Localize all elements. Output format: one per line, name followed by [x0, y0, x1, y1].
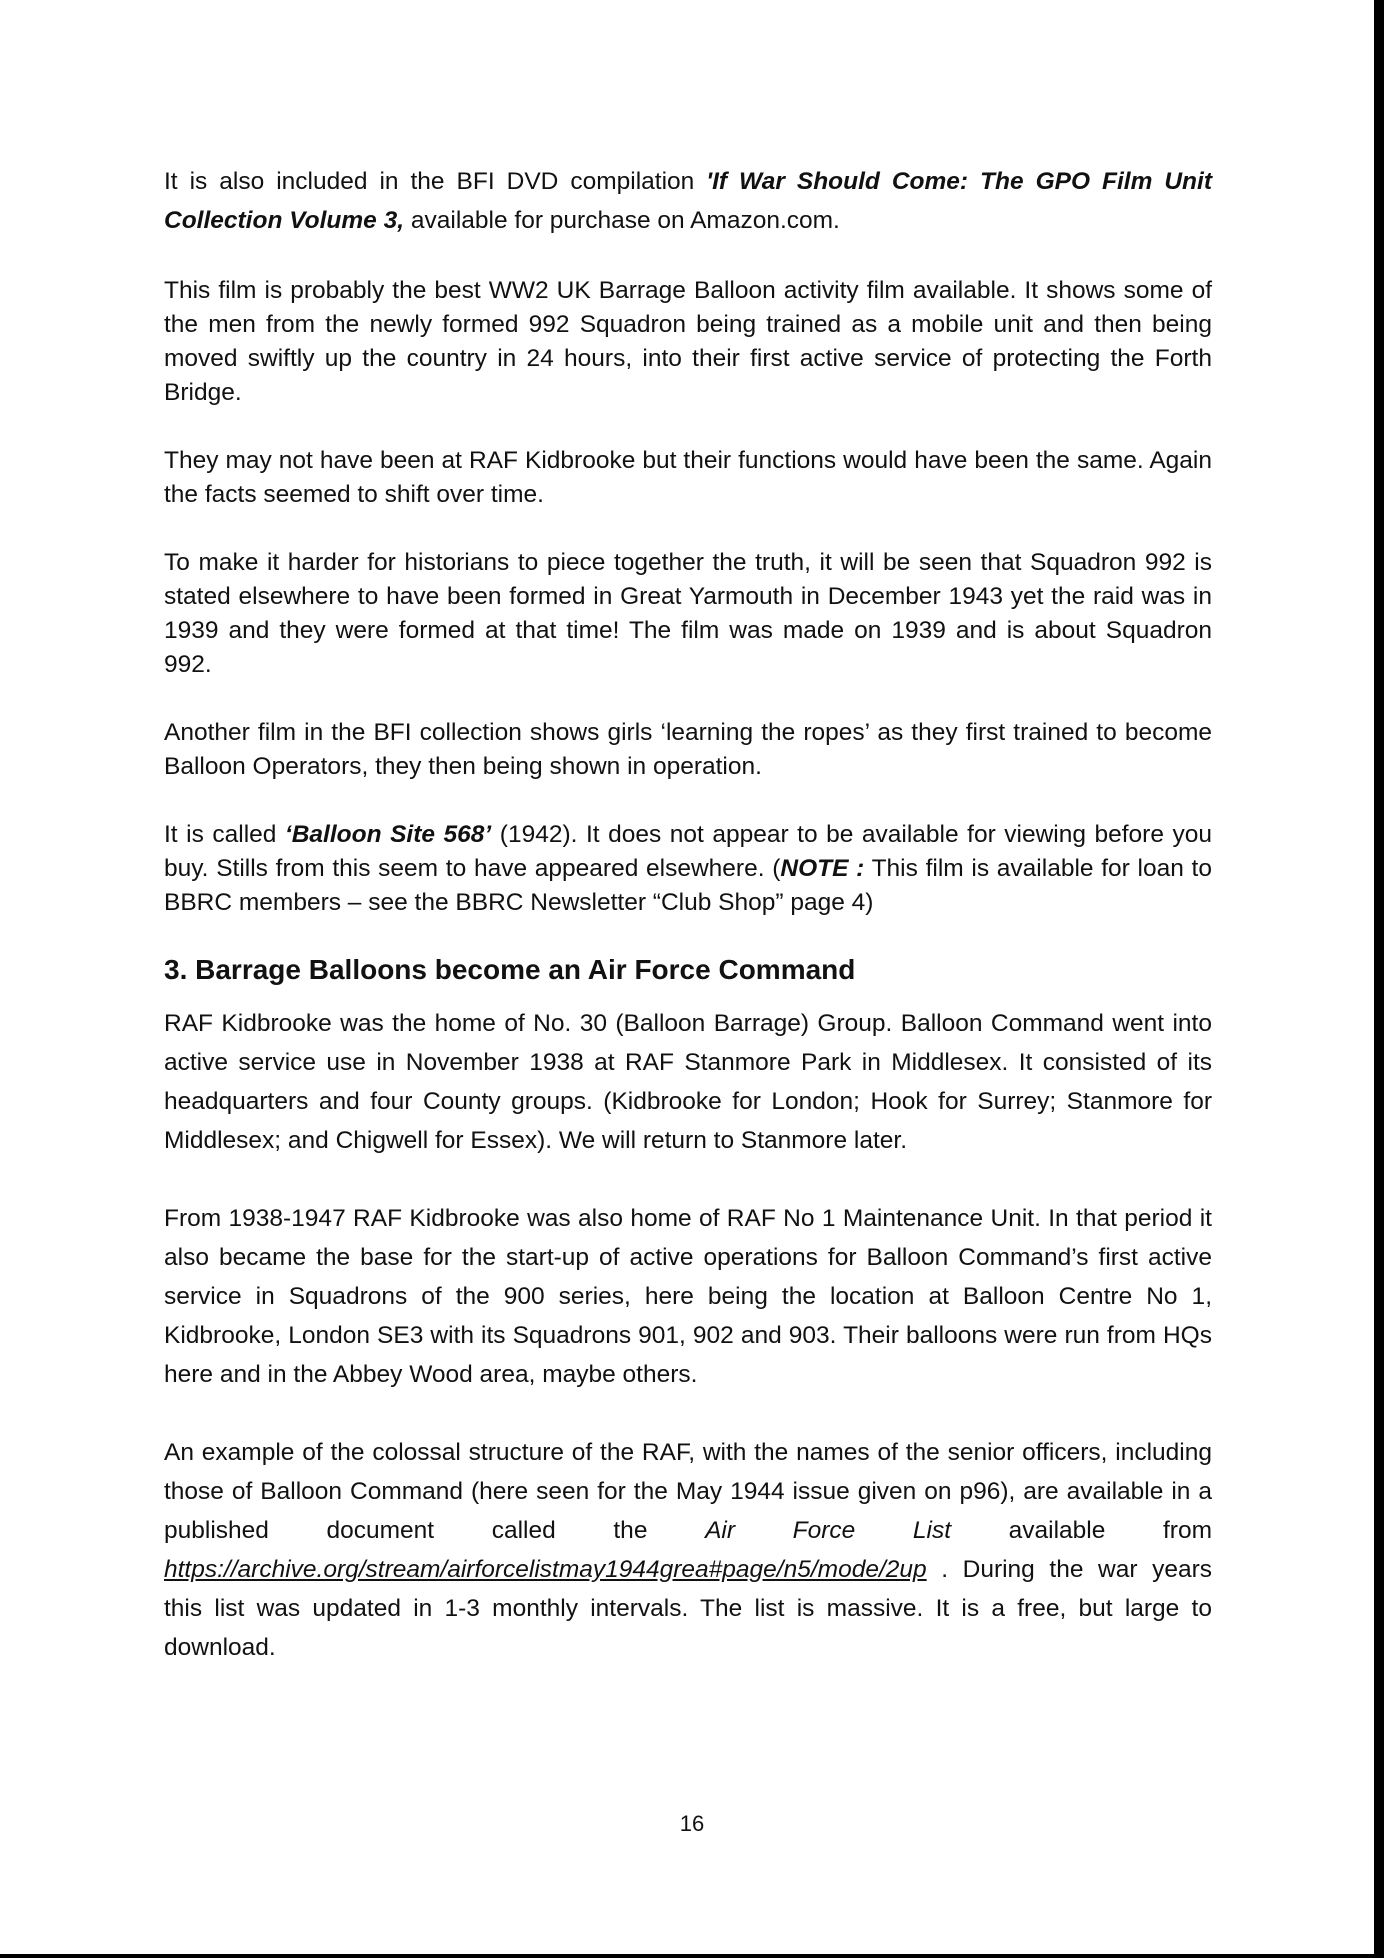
paragraph-maintenance-unit: From 1938-1947 RAF Kidbrooke was also home of RAF No 1 Maintenance Unit. In that period it also became the base for the start-up of active operations for Balloon Command’s first active service in Squadrons of the 900 series, here being the location at Balloon Centre No 1, Kidbrooke, London SE3 with its Squadrons 901, 902 and 903. Their balloons were run from HQs here and in the Abbey Wood area, maybe others. [164, 1205, 1212, 1388]
paragraph-balloon-site [164, 818, 1212, 920]
document-title: Air Force List [705, 1517, 952, 1544]
text-run: An example of the colossal structure of the RAF, with the names of the senior officers, including those of Balloon Command (here seen for the May 1944 issue given on p96), are available in a published document called the [164, 1439, 1212, 1544]
text-run: . During the war years this list was updated in 1-3 monthly intervals. The list is massive. It is a free, but large to download. [164, 1556, 1212, 1661]
text-run: available for purchase on Amazon.com. [404, 207, 840, 234]
film-title: ‘Balloon Site 568’ [284, 821, 492, 848]
page-content [164, 162, 1212, 1667]
paragraph-dvd-compilation [164, 162, 1212, 240]
paragraph-squadron-992: To make it harder for historians to piece together the truth, it will be seen that Squadron 992 is stated elsewhere to have been formed in Great Yarmouth in December 1943 yet the raid was in 1939 and they were formed at that time! The film was made on 1939 and is about Squadron 992. [164, 549, 1212, 678]
text-run: available from [951, 1517, 1212, 1544]
note-label: NOTE : [780, 855, 865, 882]
text-run: This film is available for loan to BBRC members – see the BBRC Newsletter “Club Shop” page 4) [164, 855, 1212, 916]
page-number: 16 [679, 1811, 705, 1836]
paragraph-air-force-list [164, 1433, 1212, 1667]
paragraph-film-description: This film is probably the best WW2 UK Barrage Balloon activity film available. It shows some of the men from the newly formed 992 Squadron being trained as a mobile unit and then being moved swiftly up the country in 24 hours, into their first active service of protecting the Forth Bridge. [164, 277, 1212, 406]
page-border-right [1374, 0, 1384, 1958]
paragraph-another-film: Another film in the BFI collection shows girls ‘learning the ropes’ as they first trained to become Balloon Operators, they then being shown in operation. [164, 719, 1212, 780]
text-run: (1942). It does not appear to be available for viewing before you buy. Stills from this seem to have appeared elsewhere. ( [164, 821, 1212, 882]
paragraph-kidbrooke-functions: They may not have been at RAF Kidbrooke but their functions would have been the same. Again the facts seemed to shift over time. [164, 447, 1212, 508]
text-run: It is called [164, 821, 285, 848]
paragraph-kidbrooke-home: RAF Kidbrooke was the home of No. 30 (Balloon Barrage) Group. Balloon Command went into active service use in November 1938 at RAF Stanmore Park in Middlesex. It consisted of its headquarters and four County groups. (Kidbrooke for London; Hook for Surrey; Stanmore for Middlesex; and Chigwell for Essex). We will return to Stanmore later. [164, 1010, 1212, 1154]
section-heading: 3. Barrage Balloons become an Air Force Command [164, 954, 856, 985]
archive-link[interactable]: https://archive.org/stream/airforcelistmay1944grea#page/n5/mode/2up [164, 1556, 927, 1583]
dvd-title: 'If War Should Come: The GPO Film Unit Collection Volume 3, [164, 168, 1212, 234]
page-border-bottom [0, 1954, 1384, 1958]
text-run: It is also included in the BFI DVD compilation [164, 168, 707, 195]
